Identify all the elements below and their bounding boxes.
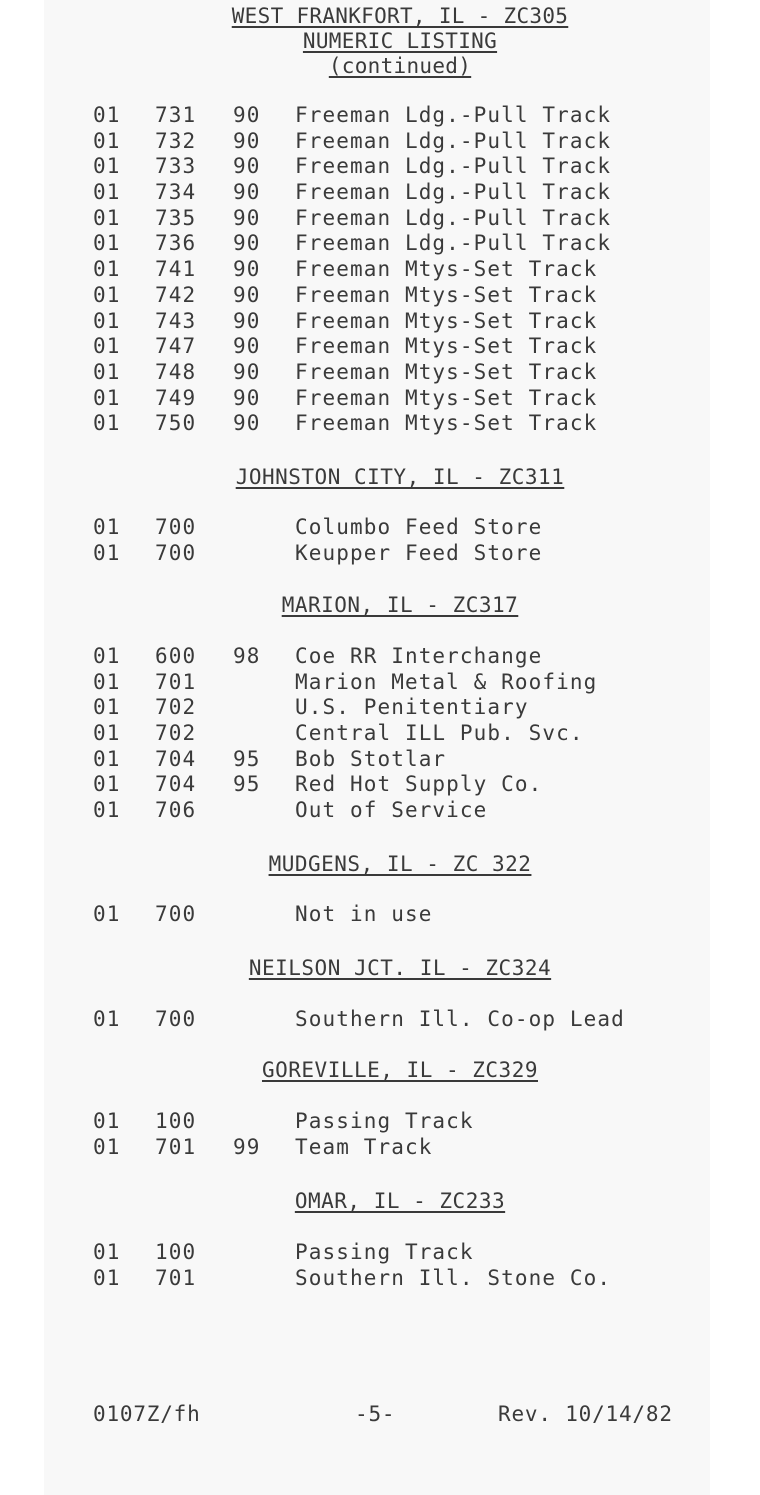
row-description: U.S. Penitentiary — [295, 695, 529, 720]
listing-row — [0, 1240, 700, 1266]
section-title — [0, 1058, 760, 1082]
row-description: Southern Ill. Co-op Lead — [295, 1007, 625, 1031]
footer-document-code: 0107Z/fh — [93, 1402, 201, 1426]
listing-row — [0, 695, 700, 721]
row-description: Not in use — [295, 902, 433, 926]
row-code: 90 — [233, 154, 261, 179]
section-title-text: JOHNSTON CITY, IL - ZC311 — [235, 465, 565, 489]
row-track-number: 734 — [155, 180, 197, 205]
listing-row — [0, 334, 700, 360]
row-description: Freeman Ldg.-Pull Track — [295, 231, 612, 256]
row-code: 90 — [233, 205, 261, 230]
row-prefix: 01 — [93, 154, 121, 179]
row-track-number: 743 — [155, 308, 197, 333]
row-code: 98 — [233, 644, 261, 668]
row-code: 90 — [233, 128, 261, 153]
row-description: Keupper Feed Store — [295, 540, 543, 565]
row-description: Bob Stotlar — [295, 746, 447, 771]
row-description: Freeman Mtys-Set Track — [295, 411, 598, 436]
row-description: Freeman Mtys-Set Track — [295, 257, 598, 282]
row-code: 90 — [233, 308, 261, 333]
row-prefix: 01 — [93, 359, 121, 384]
row-track-number: 700 — [155, 1007, 197, 1031]
footer-revision-date: Rev. 10/14/82 — [498, 1402, 673, 1426]
section-title — [0, 1189, 760, 1213]
row-track-number: 749 — [155, 385, 197, 410]
row-track-number: 736 — [155, 231, 197, 256]
row-track-number: 733 — [155, 154, 197, 179]
header-subtitle: NUMERIC LISTING — [302, 29, 498, 53]
row-code: 95 — [233, 746, 261, 771]
row-prefix: 01 — [93, 1109, 121, 1133]
listing-row — [0, 1109, 700, 1135]
section-title-text: NEILSON JCT. IL - ZC324 — [248, 956, 552, 980]
row-prefix: 01 — [93, 798, 121, 823]
row-track-number: 704 — [155, 772, 197, 797]
listing-row — [0, 515, 700, 541]
header-continued: (continued) — [328, 54, 472, 78]
row-track-number: 701 — [155, 669, 197, 694]
row-prefix: 01 — [93, 902, 121, 926]
row-prefix: 01 — [93, 231, 121, 256]
row-track-number: 100 — [155, 1240, 197, 1264]
row-code: 99 — [233, 1134, 261, 1159]
listing-row — [0, 154, 700, 180]
listing-row — [0, 798, 700, 824]
footer-page-number: -5- — [355, 1402, 396, 1426]
row-description: Freeman Ldg.-Pull Track — [295, 128, 612, 153]
row-track-number: 600 — [155, 644, 197, 668]
row-code: 90 — [233, 180, 261, 205]
row-track-number: 100 — [155, 1109, 197, 1133]
row-code: 90 — [233, 385, 261, 410]
row-track-number: 742 — [155, 282, 197, 307]
listing-row — [0, 129, 700, 155]
row-prefix: 01 — [93, 257, 121, 282]
row-prefix: 01 — [93, 411, 121, 436]
row-prefix: 01 — [93, 334, 121, 359]
listing-rows — [0, 902, 700, 928]
row-description: Central ILL Pub. Svc. — [295, 721, 584, 746]
row-track-number: 700 — [155, 515, 197, 539]
listing-row — [0, 721, 700, 747]
section-title — [0, 956, 760, 980]
listing-row — [0, 1266, 700, 1292]
row-track-number: 750 — [155, 411, 197, 436]
listing-row — [0, 309, 700, 335]
row-track-number: 702 — [155, 695, 197, 720]
listing-row — [0, 103, 700, 129]
row-prefix: 01 — [93, 721, 121, 746]
row-description: Freeman Mtys-Set Track — [295, 359, 598, 384]
row-track-number: 741 — [155, 257, 197, 282]
row-prefix: 01 — [93, 1134, 121, 1159]
row-code: 90 — [233, 359, 261, 384]
row-track-number: 702 — [155, 721, 197, 746]
row-track-number: 706 — [155, 798, 197, 823]
header-title: WEST FRANKFORT, IL - ZC305 — [231, 4, 569, 28]
row-code: 90 — [233, 282, 261, 307]
section-title — [0, 593, 760, 617]
row-prefix: 01 — [93, 540, 121, 565]
listing-row — [0, 180, 700, 206]
row-code: 90 — [233, 257, 261, 282]
row-track-number: 748 — [155, 359, 197, 384]
row-code: 90 — [233, 411, 261, 436]
listing-row — [0, 747, 700, 773]
listing-row — [0, 411, 700, 437]
row-track-number: 701 — [155, 1134, 197, 1159]
row-prefix: 01 — [93, 180, 121, 205]
row-track-number: 732 — [155, 128, 197, 153]
row-description: Freeman Mtys-Set Track — [295, 308, 598, 333]
row-track-number: 735 — [155, 205, 197, 230]
row-description: Columbo Feed Store — [295, 515, 543, 539]
row-prefix: 01 — [93, 308, 121, 333]
listing-row — [0, 257, 700, 283]
row-track-number: 701 — [155, 1265, 197, 1290]
row-track-number: 704 — [155, 746, 197, 771]
row-description: Marion Metal & Roofing — [295, 669, 598, 694]
row-prefix: 01 — [93, 515, 121, 539]
row-prefix: 01 — [93, 1240, 121, 1264]
row-prefix: 01 — [93, 1007, 121, 1031]
row-track-number: 731 — [155, 103, 197, 127]
row-description: Passing Track — [295, 1240, 474, 1264]
row-description: Freeman Mtys-Set Track — [295, 385, 598, 410]
listing-row — [0, 772, 700, 798]
row-description: Southern Ill. Stone Co. — [295, 1265, 612, 1290]
section-title-text: OMAR, IL - ZC233 — [294, 1189, 506, 1213]
document-header — [0, 4, 760, 79]
row-prefix: 01 — [93, 282, 121, 307]
listing-row — [0, 541, 700, 567]
row-description: Freeman Ldg.-Pull Track — [295, 205, 612, 230]
section-title-text: GOREVILLE, IL - ZC329 — [261, 1058, 538, 1082]
section-title-text: MUDGENS, IL - ZC 322 — [268, 852, 532, 876]
row-description: Freeman Mtys-Set Track — [295, 282, 598, 307]
row-description: Out of Service — [295, 798, 488, 823]
row-prefix: 01 — [93, 772, 121, 797]
listing-row — [0, 360, 700, 386]
row-code: 95 — [233, 772, 261, 797]
row-prefix: 01 — [93, 669, 121, 694]
row-prefix: 01 — [93, 128, 121, 153]
row-description: Freeman Mtys-Set Track — [295, 334, 598, 359]
row-description: Passing Track — [295, 1109, 474, 1133]
row-prefix: 01 — [93, 746, 121, 771]
row-track-number: 700 — [155, 902, 197, 926]
listing-row — [0, 644, 700, 670]
listing-rows — [0, 1240, 700, 1291]
row-prefix: 01 — [93, 385, 121, 410]
listing-row — [0, 206, 700, 232]
row-code: 90 — [233, 231, 261, 256]
row-description: Coe RR Interchange — [295, 644, 543, 668]
listing-rows — [0, 644, 700, 824]
listing-row — [0, 283, 700, 309]
page-footer — [0, 1400, 760, 1428]
section-title-text: MARION, IL - ZC317 — [281, 593, 519, 617]
listing-row — [0, 386, 700, 412]
row-prefix: 01 — [93, 695, 121, 720]
listing-rows — [0, 1109, 700, 1160]
row-prefix: 01 — [93, 644, 121, 668]
listing-row — [0, 902, 700, 928]
listing-rows — [0, 515, 700, 566]
listing-row — [0, 670, 700, 696]
row-description: Freeman Ldg.-Pull Track — [295, 154, 612, 179]
row-code: 90 — [233, 334, 261, 359]
row-prefix: 01 — [93, 1265, 121, 1290]
listing-row — [0, 1135, 700, 1161]
section-title — [0, 852, 760, 876]
row-description: Red Hot Supply Co. — [295, 772, 543, 797]
row-description: Team Track — [295, 1134, 433, 1159]
row-description: Freeman Ldg.-Pull Track — [295, 180, 612, 205]
listing-rows — [0, 1007, 700, 1033]
row-description: Freeman Ldg.-Pull Track — [295, 103, 612, 127]
row-track-number: 700 — [155, 540, 197, 565]
row-track-number: 747 — [155, 334, 197, 359]
row-prefix: 01 — [93, 205, 121, 230]
listing-row — [0, 231, 700, 257]
row-code: 90 — [233, 103, 261, 127]
listing-row — [0, 1007, 700, 1033]
section-title — [0, 465, 760, 489]
listing-rows — [0, 103, 700, 437]
row-prefix: 01 — [93, 103, 121, 127]
